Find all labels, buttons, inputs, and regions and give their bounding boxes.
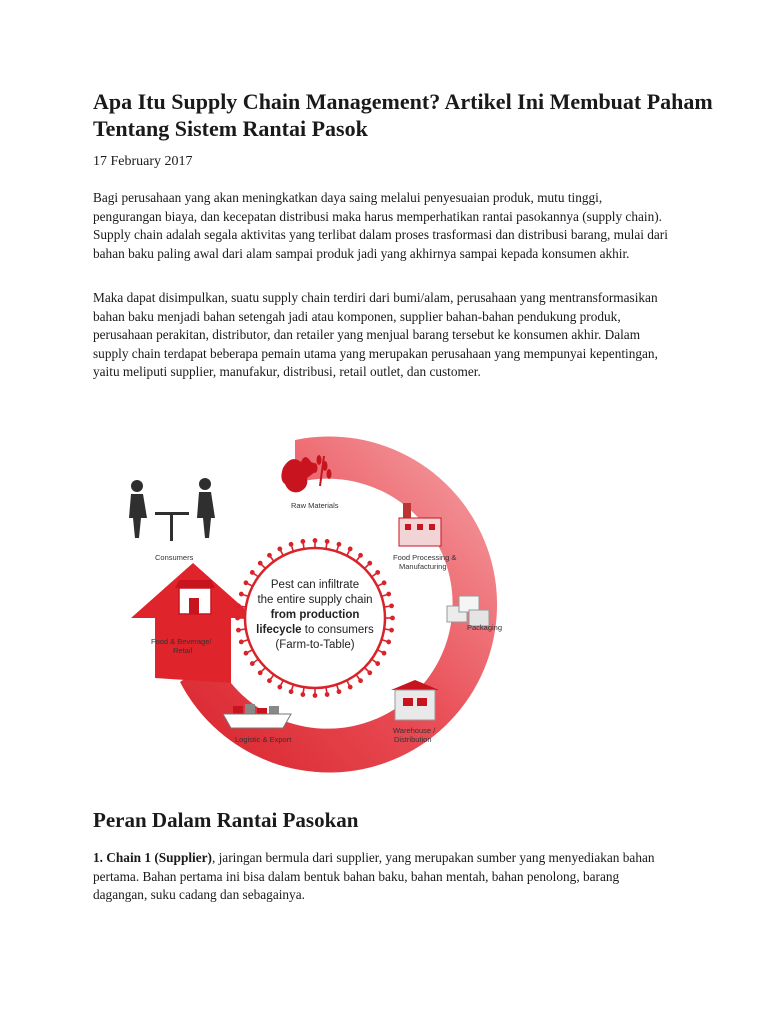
pest-spike-tip [349, 685, 352, 688]
pest-spike-tip [237, 629, 240, 632]
pest-spike-tip [391, 616, 394, 619]
pest-spike [292, 546, 294, 552]
pest-spike-tip [326, 693, 329, 696]
center-line-5: (Farm-to-Table) [275, 639, 355, 651]
center-line-4b: to consumers [301, 624, 374, 636]
pest-spike-tip [313, 694, 316, 697]
stage-consumers: Consumers [155, 553, 194, 562]
pest-spike-tip [259, 671, 262, 674]
pest-spike-tip [251, 571, 254, 574]
pest-spike [261, 667, 265, 671]
pest-spike [382, 640, 388, 642]
pest-spike [243, 595, 249, 597]
pest-spike [364, 564, 368, 568]
pest-spike-tip [268, 679, 271, 682]
paragraph-intro: Bagi perusahaan yang akan meningkatkan daya saing melalui penyesuaian produk, mutu tinggi, pengurangan biaya, dan kecepatan distribusi maka harus memperhatikan rantai pasokannya (supply chain). Supply chain adalah segala aktivitas yang terlibat dalam proses trasformasi dan distribusi barang, mulai dari bahan baku paling awal dari alam sampai produk jadi yang akhirnya sampai kepada konsumen akhir. [93, 190, 668, 261]
stage-logistic-export: Logistic & Export [235, 735, 292, 744]
pest-spike [337, 546, 339, 552]
pest-spike-tip [240, 592, 243, 595]
pest-spike [384, 629, 390, 630]
pest-spike-tip [278, 547, 281, 550]
paragraph-conclusion: Maka dapat disimpulkan, suatu supply chain terdiri dari bumi/alam, perusahaan yang mentransformasikan bahan baku menjadi bahan setengah jadi atau komponen, supplier bahan-bahan pendukung produk, perusahaan perakitan, distributor, dan retailer yang menjual barang tersebut ke konsumen akhir. Dalam supply chain terdapat beberapa pemain utama yang merupakan perusahaan yang mempunyai kepentingan, yaitu meliputi supplier, manufakur, distribusi, retail outlet, dan customer. [93, 290, 658, 379]
pest-spike-tip [244, 652, 247, 655]
pest-spike-tip [268, 554, 271, 557]
pest-spike-tip [368, 562, 371, 565]
store-icon [175, 580, 215, 614]
pest-spike-tip [326, 540, 329, 543]
pest-spike-tip [278, 685, 281, 688]
pest-spike [364, 667, 368, 671]
pest-spike-tip [390, 604, 393, 607]
pest-spike-tip [387, 640, 390, 643]
pest-spike-tip [313, 539, 316, 542]
pest-spike [337, 685, 339, 691]
stage-packaging: Packaging [467, 623, 503, 632]
pest-spike [382, 595, 388, 597]
pest-spike [243, 640, 249, 642]
pest-spike-tip [359, 679, 362, 682]
stage-warehouse-1: Warehouse / [393, 726, 436, 735]
pest-spike-tip [337, 543, 340, 546]
paragraph-chain-1 [93, 849, 668, 905]
pest-spike-tip [387, 592, 390, 595]
center-line-4 [256, 624, 374, 636]
center-line-1: Pest can infiltrate [270, 579, 360, 591]
pest-spike-tip [390, 629, 393, 632]
pest-spike [261, 564, 265, 568]
stage-warehouse-2: Distribution [394, 735, 432, 744]
stage-retail-2: Retail [173, 646, 193, 655]
pest-spike-tip [244, 581, 247, 584]
article-title: Apa Itu Supply Chain Management? Artikel Ini Membuat Paham Tentang Sistem Rantai Pasok [93, 89, 713, 141]
pest-spike-tip [259, 562, 262, 565]
pest-spike-tip [349, 547, 352, 550]
section-heading: Peran Dalam Rantai Pasokan [93, 808, 359, 832]
pest-spike-tip [382, 652, 385, 655]
article-date: 17 February 2017 [93, 154, 193, 169]
pest-spike-tip [376, 571, 379, 574]
pest-spike-tip [237, 604, 240, 607]
pest-spike-tip [251, 662, 254, 665]
pest-spike [292, 685, 294, 691]
stage-raw-materials: Raw Materials [291, 501, 339, 510]
chain-1-text: , jaringan bermula dari supplier, yang merupakan sumber yang menyediakan bahan pertama. Bahan pertama ini bisa dalam bentuk bahan baku, bahan mentah, bahan penolong, barang dagangan, suku cadang dan sebagainya. [93, 850, 655, 902]
stage-retail-1: Food & Beverage/ [151, 637, 212, 646]
center-line-4a: lifecycle [256, 624, 302, 636]
pest-spike-tip [289, 690, 292, 693]
pest-spike-tip [240, 640, 243, 643]
supply-chain-diagram [115, 428, 515, 778]
center-line-3: from production [270, 609, 360, 621]
pest-spike-tip [376, 662, 379, 665]
pest-spike-tip [301, 693, 304, 696]
pest-spike-tip [301, 540, 304, 543]
pest-spike-tip [289, 543, 292, 546]
stage-food-processing-1: Food Processing & [393, 553, 457, 562]
chain-1-label: 1. Chain 1 (Supplier) [93, 850, 212, 865]
pest-spike-tip [382, 581, 385, 584]
stage-food-processing-2: Manufacturing [399, 562, 447, 571]
consumers-icon [129, 478, 215, 541]
pest-spike-tip [359, 554, 362, 557]
pest-spike [384, 606, 390, 607]
pest-spike-tip [337, 690, 340, 693]
pest-spike-tip [368, 671, 371, 674]
pest-spike-tip [236, 616, 239, 619]
center-line-2: the entire supply chain [257, 594, 373, 606]
